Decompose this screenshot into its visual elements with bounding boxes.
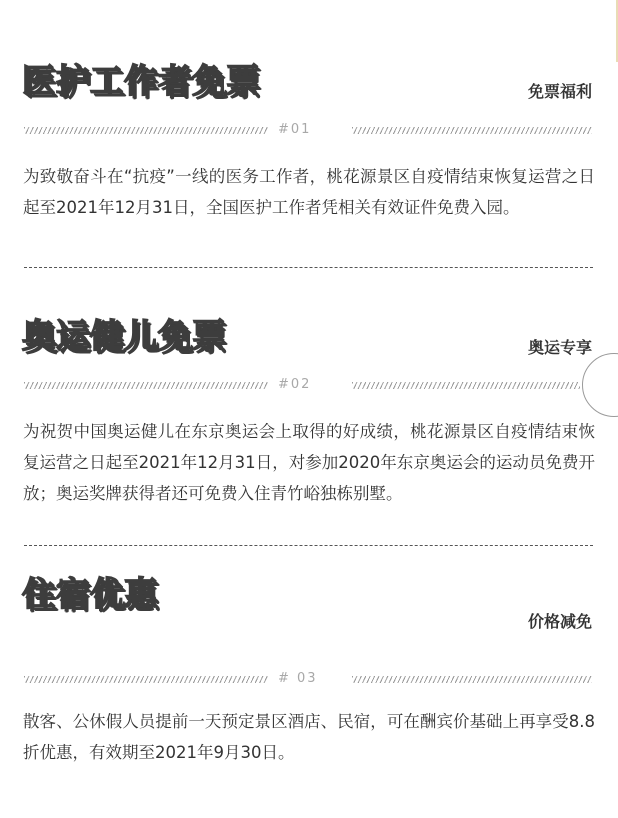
section-body: 散客、公休假人员提前一天预定景区酒店、民宿，可在酬宾价基础上再享受8.8折优惠，有效期至2021年9月30日。	[23, 712, 595, 762]
hatch-divider-left	[24, 382, 268, 389]
hatch-divider-left	[24, 127, 268, 134]
hatch-divider-right	[352, 382, 580, 389]
hatch-divider-right	[352, 676, 592, 683]
hatch-divider-left	[24, 676, 268, 683]
section-body: 为祝贺中国奥运健儿在东京奥运会上取得的好成绩，桃花源景区自疫情结束恢复运营之日起至2021年12月31日，对参加2020年东京奥运会的运动员免费开放；奥运奖牌获得者还可免费入住青竹峪独栋别墅。	[23, 422, 595, 503]
section-tag: 价格减免	[527, 612, 592, 631]
section-title: 住宿优惠	[22, 574, 158, 613]
section-tag: 奥运专享	[527, 338, 592, 357]
section-title: 医护工作者免票	[22, 61, 260, 100]
section-number: # 03	[278, 671, 318, 686]
dashed-divider	[24, 545, 593, 546]
dashed-divider	[24, 267, 593, 268]
side-circle-decoration	[582, 353, 618, 417]
hatch-divider-right	[352, 127, 592, 134]
section-number: #02	[278, 377, 312, 392]
section-number: #01	[278, 122, 312, 137]
section-body: 为致敬奋斗在“抗疫”一线的医务工作者，桃花源景区自疫情结束恢复运营之日起至2021年12月31日，全国医护工作者凭相关有效证件免费入园。	[23, 167, 595, 217]
section-tag: 免票福利	[527, 82, 592, 101]
section-title: 奥运健儿免票	[22, 316, 226, 355]
